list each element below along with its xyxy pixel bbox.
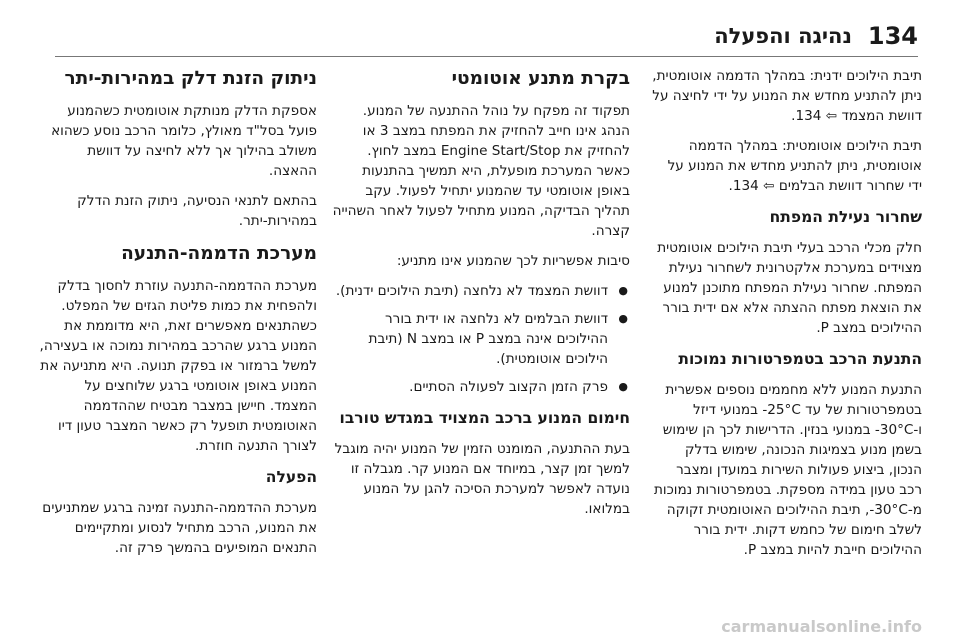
overrun-cutoff-text: אספקת הדלק מנותקת אוטומטית כשהמנוע פועל בסל"ד מאולץ, כלומר הרכב נוסע כשהוא משולב בהילוך אך ללא לחיצה על דוושת ההאצה. bbox=[51, 103, 317, 179]
turbo-warmup-heading: חימום המנוע ברכב המצויד במגדש טורבו bbox=[339, 409, 630, 427]
cold-start-heading: התנעת הרכב בטמפרטורות נמוכות bbox=[678, 350, 922, 368]
page-number: 134 bbox=[867, 22, 918, 50]
stop-start-text: מערכת ההדממה-התנעה עוזרת לחסוך בדלק ולהפחית את כמות פליטת הגזים של המפלט. כשהתנאים מאפשרים זאת, היא מדוממת את המנוע ברגע שהרכב במהירות נמוכה או בעצירה, למשל ברמזור או בפקק תנועה. היא מתניעה את המנוע באופן אוטומטי ברגע שלוחצים על המצמד. חיישן במצבר מבטיח שההדממה האוטומטית תופעל רק כאשר המצבר טעון דיו לצורך התנעה חוזרת. bbox=[39, 278, 317, 454]
header-divider bbox=[55, 56, 918, 57]
page-header bbox=[0, 0, 960, 56]
turbo-warmup-text: בעת ההתנעה, המומנט הזמין של המנוע יהיה מוגבל למשך זמן קצר, במיוחד אם המנוע קר. מגבלה זו נועדה לאפשר למערכת הסיכה להגן על המנוע במלואו. bbox=[334, 441, 630, 517]
activation-text: מערכת ההדממה-התנעה זמינה ברגע שמתניעים את המנוע, הרכב מתחיל לנסוע ומתקיימים התנאים המופיעים בהמשך פרק זה. bbox=[42, 500, 317, 556]
start-failure-list bbox=[330, 281, 630, 397]
list-item: ● דוושת המצמד לא נלחצה (תיבת הילוכים ידנית). bbox=[330, 281, 630, 301]
list-item: ● פרק הזמן הקצוב לפעולה הסתיים. bbox=[330, 377, 630, 397]
column-left bbox=[35, 66, 317, 568]
automatic-gearbox-restart-text: תיבת הילוכים אוטומטית: במהלך הדממה אוטומטית, ניתן להתניע מחדש את המנוע על ידי שחרור דוושת הבלמים ⇦ 134. bbox=[667, 138, 922, 194]
key-release-heading: שחרור נעילת המפתח bbox=[769, 208, 922, 226]
cold-start-text: התנעת המנוע ללא מחממים נוספים אפשרית בטמפרטורות של עד ‎-25°C במנועי דיזל ו-‎-30°C במנועי בנזין. הדרישות לכך הן שימוש בשמן מנוע בצמיגות הנכונה, שימוש בדלק הנכון, ביצוע פעולות השירות במועדן ומצבר רכב טעון במידה מספקת. בטמפרטורות נמוכות מ-‎-30°C, תיבת ההילוכים האוטומטית זקוקה לשלב חימום של כחמש דקות. ידית בורר ההילוכים חייבת להיות במצב P. bbox=[653, 382, 922, 558]
overrun-cutoff-heading: ניתוק הזנת דלק במהירות-יתר bbox=[64, 68, 317, 89]
start-failure-intro: סיבות אפשריות לכך שהמנוע אינו מתניע: bbox=[396, 253, 630, 269]
column-middle bbox=[330, 66, 630, 529]
auto-starter-heading: בקרת מתנע אוטומטי bbox=[451, 68, 630, 89]
watermark: carmanualsonline.info bbox=[721, 617, 922, 636]
key-release-text: חלק מכלי הרכב בעלי תיבת הילוכים אוטומטית מצוידים במערכת אלקטרונית לשחרור נעילת המפתח. שחרור נעילת המפתח מתוכנן למנוע את הוצאת מפתח ההצתה אלא אם ידית בורר ההילוכים במצב P. bbox=[657, 240, 922, 336]
list-item: ● דוושת הבלמים לא נלחצה או ידית בורר ההילוכים אינה במצב P או במצב N (תיבת הילוכים אוטומטית). bbox=[330, 309, 630, 369]
auto-starter-text: תפקוד זה מפקח על נוהל ההתנעה של המנוע. הנהג אינו חייב להחזיק את המפתח במצב 3 או להחזיק את Engine Start/Stop במצב לחוץ. כאשר המערכת מופעלת, היא תמשיך בהתנעות באופן אוטומטי עד שהמנוע יתחיל לפעול. עקב תהליך הבדיקה, המנוע מתחיל לפעול לאחר השהייה קצרה. bbox=[332, 103, 630, 239]
manual-gearbox-restart-text: תיבת הילוכים ידנית: במהלך הדממה אוטומטית, ניתן להתניע מחדש את המנוע על ידי לחיצה על דוושת המצמד ⇦ 134. bbox=[652, 68, 922, 124]
column-right bbox=[650, 66, 922, 570]
overrun-cutoff-note: בהתאם לתנאי הנסיעה, ניתוק הזנת הדלק במהירות-יתר. bbox=[77, 193, 317, 229]
activation-heading: הפעלה bbox=[265, 468, 317, 486]
stop-start-heading: מערכת הדממה-התנעה bbox=[121, 243, 317, 264]
section-title: נהיגה והפעלה bbox=[714, 24, 852, 48]
